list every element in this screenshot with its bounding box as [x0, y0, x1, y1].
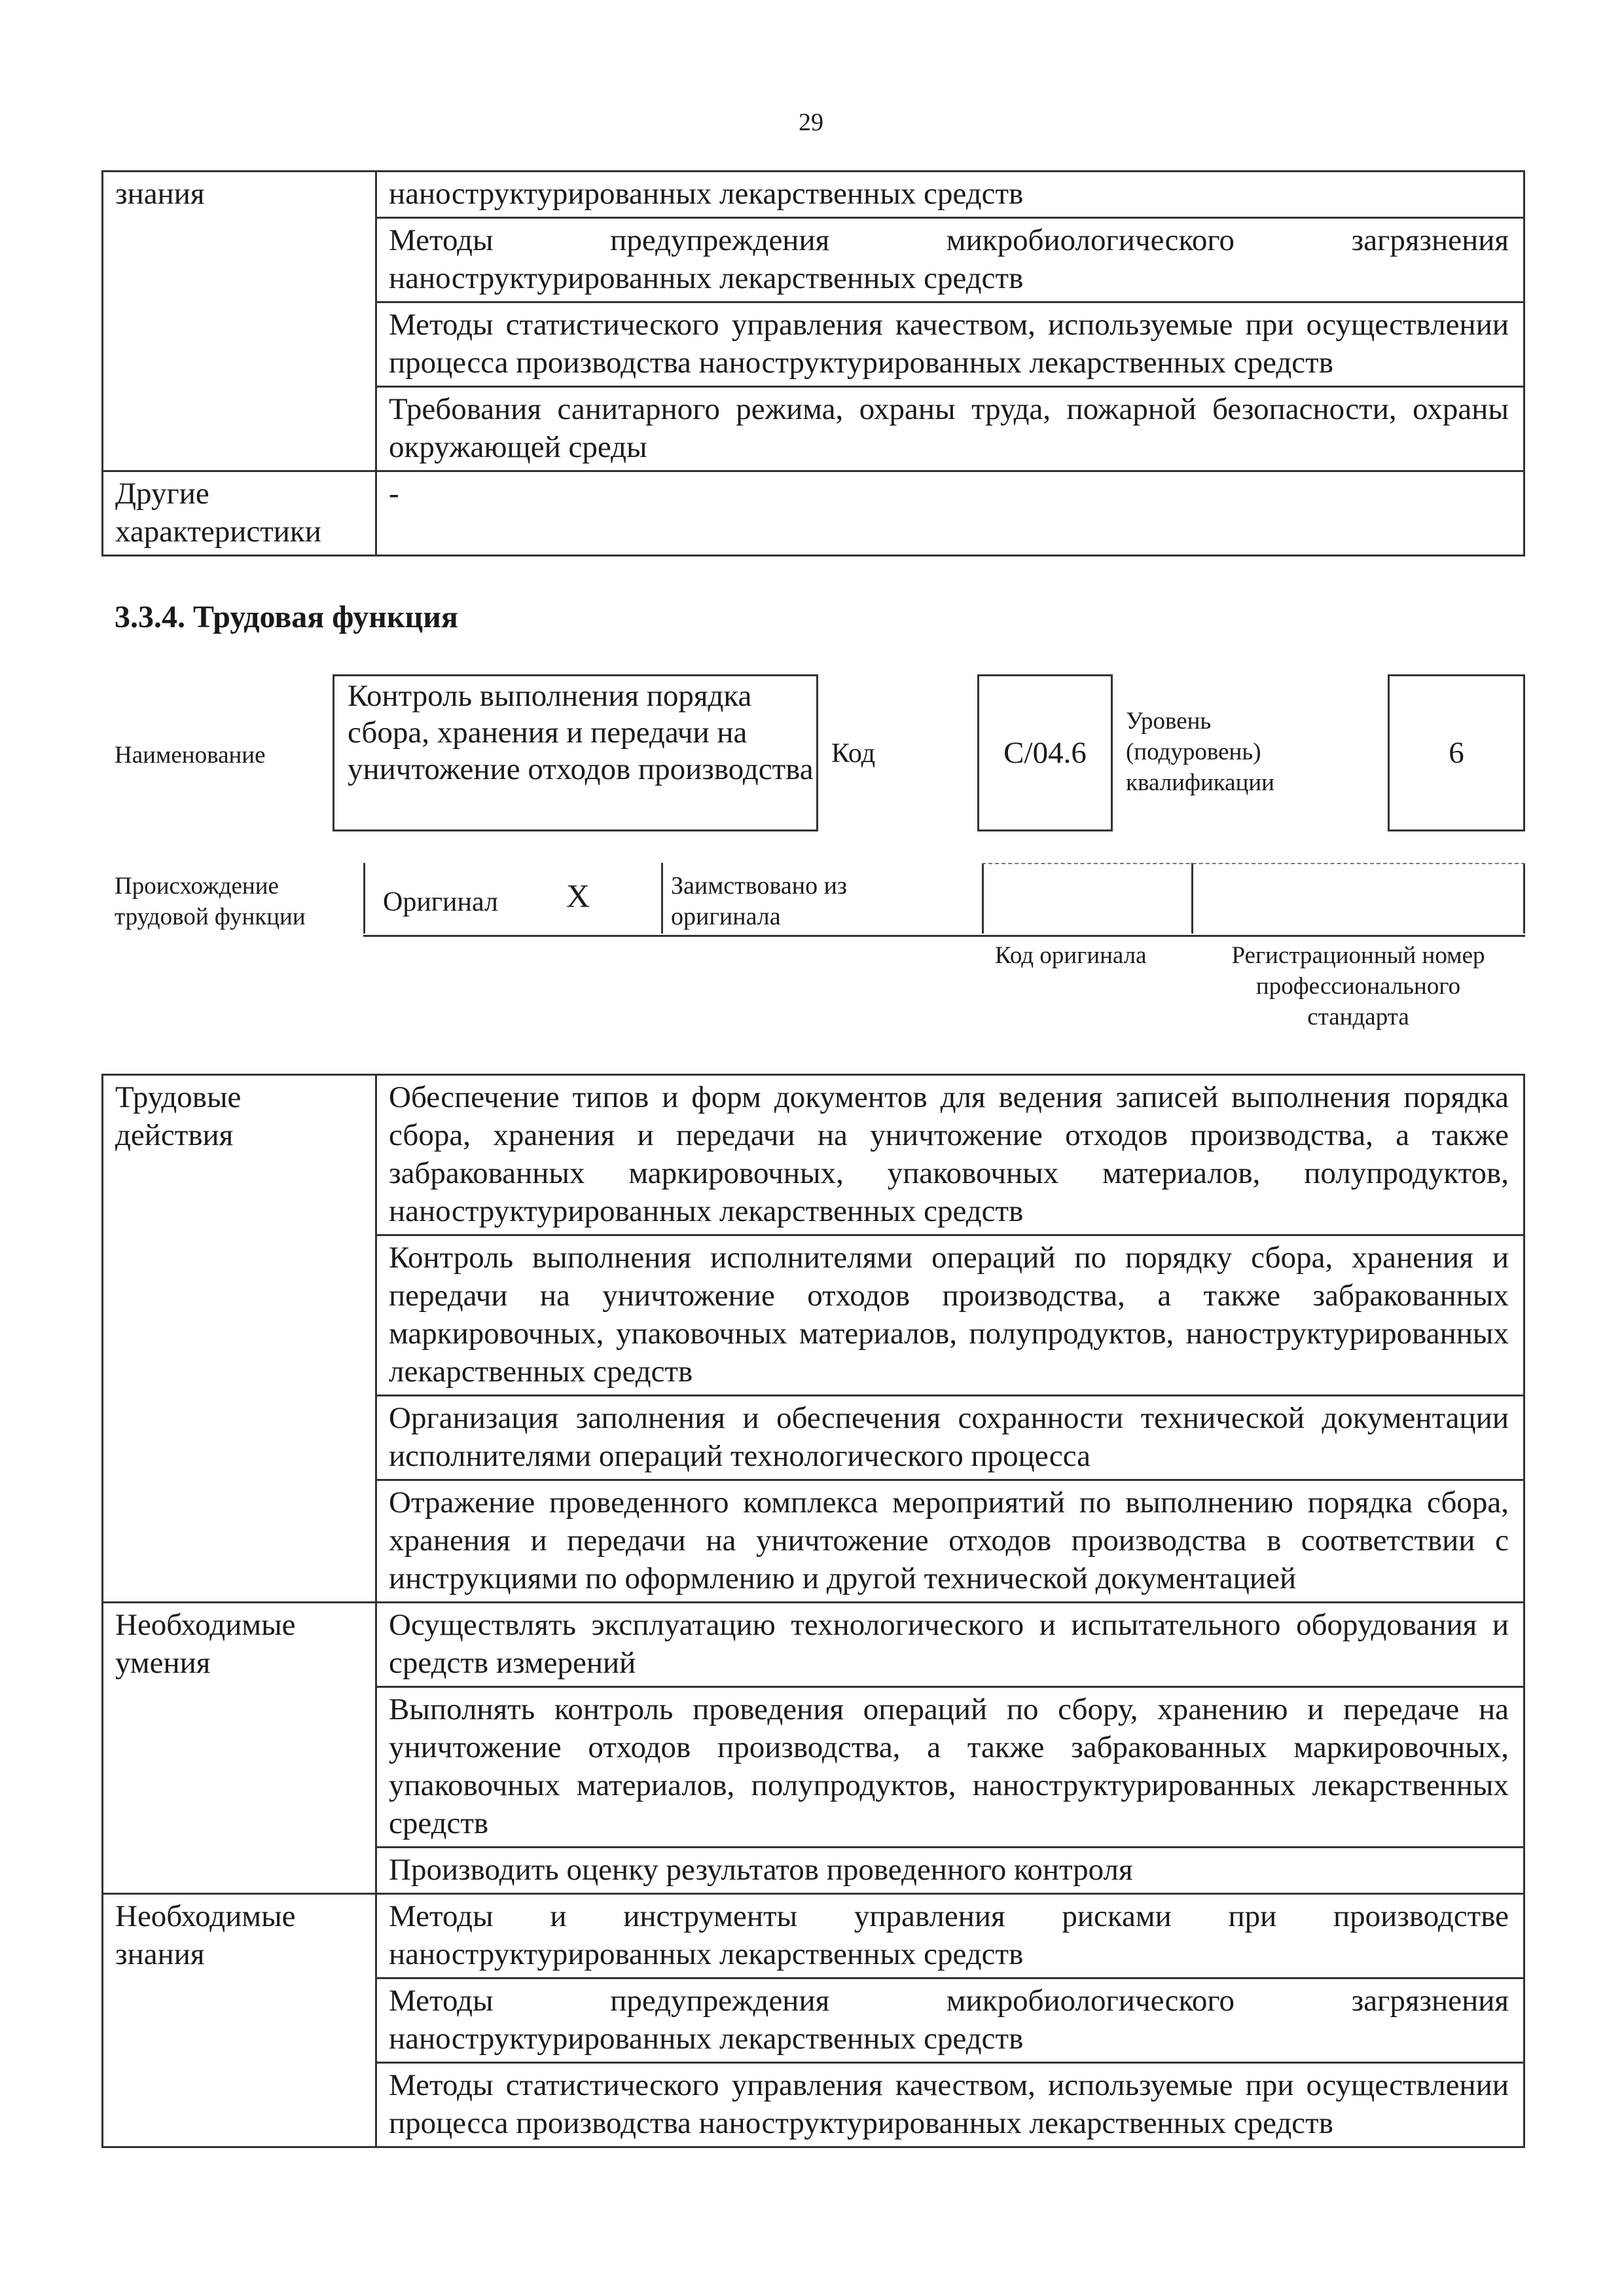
labor-function-table: [101, 1074, 1525, 2148]
row-content: -: [376, 471, 1524, 556]
top-requirements-table: [101, 170, 1525, 556]
row-label: знания: [103, 172, 376, 471]
borrowed-label-text: Заимствовано из оригинала: [671, 872, 847, 930]
origin-divider: [363, 863, 365, 934]
section-title: 3.3.4. Трудовая функция: [115, 600, 458, 634]
qualification-level-label-text: Уровень (подуровень) квалификации: [1126, 708, 1274, 796]
origin-divider: [661, 863, 663, 934]
original-label: Оригинал: [383, 887, 498, 917]
code-value: С/04.6: [1003, 736, 1087, 770]
origin-divider: [1191, 863, 1193, 934]
table-row: [103, 1603, 1524, 1687]
origin-label-text: Происхождение трудовой функции: [115, 873, 306, 930]
original-mark: X: [566, 877, 590, 914]
row-content: Контроль выполнения исполнителями операций по порядку сбора, хранения и передачи на уничтожение отходов производства, а также забракованных маркировочных, упаковочных материалов, полупродуктов, наноструктурированных лекарственных средств: [376, 1235, 1524, 1396]
row-label: Необходимые умения: [103, 1603, 376, 1894]
name-label: Наименование: [115, 742, 266, 769]
table-row: [103, 172, 1524, 218]
registration-number-caption: Регистрационный номер профессионального стандарта: [1231, 942, 1485, 1030]
row-content: Отражение проведенного комплекса мероприятий по выполнению порядка сбора, хранения и передачи на уничтожение отходов производства в соответствии с инструкциями по оформлению и другой технической документацией: [376, 1480, 1524, 1603]
row-content: Осуществлять эксплуатацию технологического и испытательного оборудования и средств измерений: [376, 1603, 1524, 1687]
row-label: Необходимые знания: [103, 1894, 376, 2147]
row-content: Методы статистического управления качеством, используемые при осуществлении процесса производства наноструктурированных лекарственных средств: [376, 302, 1524, 387]
row-content: наноструктурированных лекарственных средств: [376, 172, 1524, 218]
page-number: 29: [799, 109, 823, 136]
origin-code-caption: Код оригинала: [995, 942, 1147, 969]
code-label: Код: [831, 738, 876, 769]
origin-label: [115, 871, 337, 932]
table-row: [103, 471, 1524, 556]
row-content: Требования санитарного режима, охраны труда, пожарной безопасности, охраны окружающей среды: [376, 387, 1524, 471]
qualification-level-value: 6: [1449, 736, 1464, 770]
row-content: Выполнять контроль проведения операций по сбору, хранению и передаче на уничтожение отходов производства, а также забракованных маркировочных, упаковочных материалов, полупродуктов, наноструктурированных лекарственных средств: [376, 1687, 1524, 1848]
row-content: Обеспечение типов и форм документов для ведения записей выполнения порядка сбора, хранения и передачи на уничтожение отходов производства, а также забракованных маркировочных, упаковочных материалов, полупродуктов, наноструктурированных лекарственных средств: [376, 1075, 1524, 1235]
qualification-level-box: [1388, 674, 1525, 831]
row-content: Производить оценку результатов проведенного контроля: [376, 1848, 1524, 1894]
qualification-level-label: [1126, 706, 1322, 798]
row-label: Трудовые действия: [103, 1075, 376, 1603]
row-content: Методы предупреждения микробиологического загрязнения наноструктурированных лекарственных средств: [376, 1978, 1524, 2063]
origin-divider: [982, 863, 984, 934]
row-label: Другие характеристики: [103, 471, 376, 556]
function-name-box: Контроль выполнения порядка сбора, хранения и передачи на уничтожение отходов производства: [333, 674, 818, 831]
table-row: [103, 1075, 1524, 1235]
code-value-box: [977, 674, 1113, 831]
borrowed-label: [671, 871, 933, 932]
row-content: Методы статистического управления качеством, используемые при осуществлении процесса производства наноструктурированных лекарственных средств: [376, 2063, 1524, 2147]
origin-top-line: [982, 863, 1525, 864]
row-content: Методы предупреждения микробиологического загрязнения наноструктурированных лекарственных средств: [376, 218, 1524, 302]
row-content: Организация заполнения и обеспечения сохранности технической документации исполнителями операций технологического процесса: [376, 1396, 1524, 1480]
origin-divider: [1523, 863, 1525, 934]
table-row: [103, 1894, 1524, 1978]
row-content: Методы и инструменты управления рисками при производстве наноструктурированных лекарственных средств: [376, 1894, 1524, 1978]
origin-row: [363, 863, 1525, 937]
